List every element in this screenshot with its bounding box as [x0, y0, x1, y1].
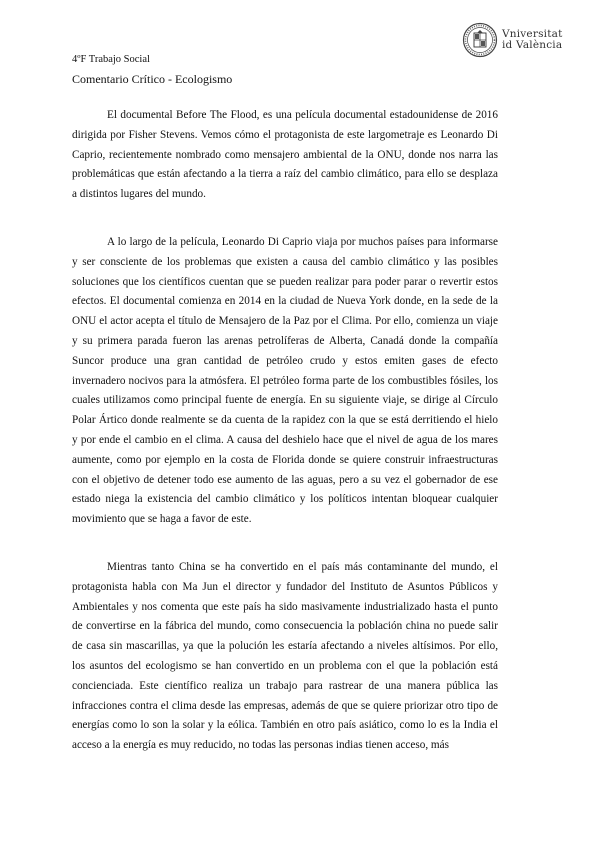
university-logo — [462, 20, 574, 60]
paragraph-3: Mientras tanto China se ha convertido en el país más contaminante del mundo, el protagonista habla con Ma Jun el director y fundador del Instituto de Asuntos Públicos y Ambientales y nos comenta que este país ha sido masivamente industrializado hasta el punto de convertirse en la fábrica del mundo, como consecuencia la población china no puede salir de casa sin mascarillas, ya que la polución les estaría afectando a niveles altísimos. Por ello, los asuntos del ecologismo se han convertido en un problema con el que la población está concienciada. Este científico realiza un trabajo para rastrear de una manera pública las infracciones contra el clima desde las empresas, además de que se quiere priorizar otro tipo de energías como lo son la solar y la eólica. También en otro país asiático, como lo es la India el acceso a la energía es muy reducido, no todas las personas indias tienen acceso, más — [72, 560, 498, 752]
university-seal-icon — [462, 22, 498, 58]
paragraph-1: El documental Before The Flood, es una película documental estadounidense de 2016 dirigida por Fisher Stevens. Vemos cómo el protagonista de este largometraje es Leonardo Di Caprio, recientemente nombrado como mensajero ambiental de la ONU, donde nos narra las problemáticas que están afectando a la tierra a raíz del cambio climático, para ello se desplaza a distintos lugares del mundo. — [72, 109, 498, 201]
document-header — [72, 53, 372, 87]
logo-line-1: Vniversitat — [502, 28, 563, 40]
logo-line-2: id València — [502, 39, 563, 51]
course-label: 4ºF Trabajo Social — [72, 54, 150, 65]
document-body — [72, 106, 498, 784]
university-wordmark — [502, 29, 563, 51]
paragraph-2: A lo largo de la película, Leonardo Di Caprio viaja por muchos países para informarse y ser consciente de los problemas que existen a causa del cambio climático y las posibles soluciones que los científicos cuentan que se pueden realizar para poder parar o revertir estos efectos. El documental comienza en 2014 en la ciudad de Nueva York donde, en la sede de la ONU el actor acepta el título de Mensajero de la Paz por el Clima. Por ello, comienza un viaje y su primera parada fueron las arenas petrolíferas de Alberta, Canadá donde la compañía Suncor produce una gran cantidad de petróleo crudo y estos emiten gases de efecto invernadero nocivos para la atmósfera. El petróleo forma parte de los combustibles fósiles, los cuales utilizamos como principal fuente de energía. En su siguiente viaje, se dirige al Círculo Polar Ártico donde realmente se da cuenta de la rapidez con la que se está derritiendo el hielo y por ende el cambio en el clima. A causa del deshielo hace que el nivel de agua de los mares aumente, como por ejemplo en la costa de Florida donde se quiere construir infraestructuras con el objetivo de detener todo ese aumento de las aguas, pero a su vez el gobernador de ese estado niega la existencia del cambio climático y los políticos intentan bloquear cualquier movimiento que se haga a favor de este. — [72, 235, 498, 526]
document-title: Comentario Crítico - Ecologismo — [72, 72, 233, 86]
